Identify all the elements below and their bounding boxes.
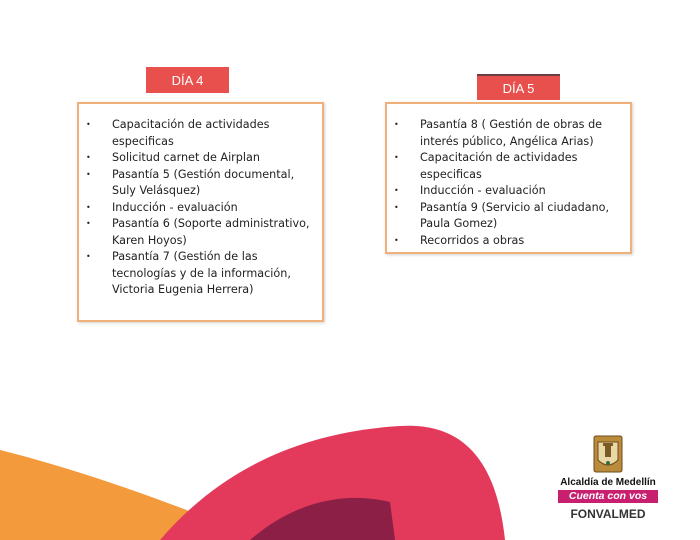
list-item: • Inducción - evaluación [393,183,629,200]
list-item: • Solicitud carnet de Airplan [85,150,317,167]
list-item: • Pasantía 7 (Gestión de las tecnologías y de la información, Victoria Eugenia Herrera) [85,249,317,299]
day-5-activity-list [393,117,629,249]
day-5-tab [477,74,560,100]
alcaldia-fonvalmed-logo [556,432,660,524]
logo-alcaldia-text: Alcaldía de Medellín [560,477,656,488]
day-4-activity-list [85,117,317,299]
list-item: • Pasantía 8 ( Gestión de obras de interés público, Angélica Arias) [393,117,629,150]
list-item: • Capacitación de actividades especificas [85,117,317,150]
list-item: • Pasantía 9 (Servicio al ciudadano, Paula Gomez) [393,200,629,233]
day-5-card [385,102,632,254]
list-item: • Recorridos a obras [393,233,629,250]
list-item: • Pasantía 6 (Soporte administrativo, Karen Hoyos) [85,216,317,249]
day-4-tab [146,67,229,93]
logo-fonvalmed-text: FONVALMED [570,507,646,521]
logo-slogan-text: Cuenta con vos [558,490,658,503]
coat-of-arms-icon [592,434,624,474]
list-item: • Inducción - evaluación [85,200,317,217]
day-4-card [77,102,324,322]
day-5-label: DÍA 5 [502,80,535,96]
list-item: • Capacitación de actividades especificas [393,150,629,183]
list-item: • Pasantía 5 (Gestión documental, Suly Velásquez) [85,167,317,200]
day-4-label: DÍA 4 [171,72,204,88]
